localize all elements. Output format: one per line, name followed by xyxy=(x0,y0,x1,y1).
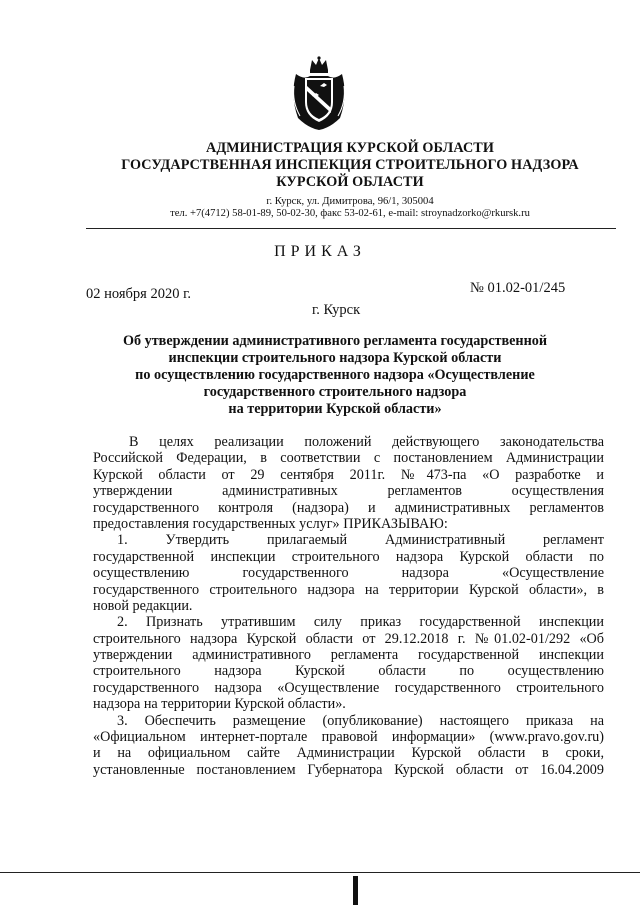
document-city: г. Курск xyxy=(312,302,361,318)
body-line: надзора на территории Курской области». xyxy=(93,696,346,713)
body-line: 3. Обеспечить размещение (опубликование) настоящего приказа на xyxy=(117,712,604,729)
body-line: осуществлению государственного надзора «Осуществление xyxy=(93,565,604,582)
page-edge-mark xyxy=(353,876,358,905)
org-name-line2: ГОСУДАРСТВЕННАЯ ИНСПЕКЦИЯ СТРОИТЕЛЬНОГО НАДЗОРА xyxy=(121,157,579,173)
body-line-with-link[interactable]: «Официальном интернет-портале правовой информации» (www.pravo.gov.ru) xyxy=(93,729,604,746)
title-line: Об утверждении административного регламента государственной xyxy=(122,333,548,349)
document-type: ПРИКАЗ xyxy=(274,243,366,260)
document-body xyxy=(93,434,604,778)
org-name-line1: АДМИНИСТРАЦИЯ КУРСКОЙ ОБЛАСТИ xyxy=(205,140,495,156)
document-number: № 01.02-01/245 xyxy=(470,280,566,296)
body-line: государственного контроля (надзора) и административных регламентов xyxy=(93,499,604,516)
org-contacts: тел. +7(4712) 58-01-89, 50-02-30, факс 53-02-61, e-mail: stroynadzorko@rkursk.ru xyxy=(170,208,530,219)
body-line: государственного надзора «Осуществление государственного строительного xyxy=(93,679,604,696)
coat-of-arms-emblem xyxy=(288,56,350,130)
body-line: новой редакции. xyxy=(93,597,193,614)
org-address: г. Курск, ул. Димитрова, 96/1, 305004 xyxy=(266,196,434,207)
body-line: строительного надзора Курской области от 29.12.2018 г. №01.02-01/292 «Об xyxy=(93,630,604,647)
footer-divider xyxy=(0,872,640,873)
document-date: 02 ноября 2020 г. xyxy=(86,286,192,302)
body-line: предоставления государственных услуг» ПРИКАЗЫВАЮ: xyxy=(93,515,448,532)
org-name-line3: КУРСКОЙ ОБЛАСТИ xyxy=(276,174,424,190)
body-line: и на официальном сайте Администрации Курской области в сроки, xyxy=(93,745,604,762)
body-line: государственного строительного надзора на территории Курской области», в xyxy=(93,581,604,598)
body-line: строительного надзора Курской области по осуществлению xyxy=(93,663,604,680)
title-line: государственного строительного надзора xyxy=(203,384,467,400)
body-line: утверждении административных регламентов осуществления xyxy=(93,483,604,500)
body-line: Курской области от 29 сентября 2011г. №473-па «О разработке и xyxy=(93,466,604,483)
body-line: В целях реализации положений действующего законодательства xyxy=(129,434,604,450)
body-line: 2. Признать утратившим силу приказ государственной инспекции xyxy=(117,614,604,631)
header-divider xyxy=(86,228,616,229)
document-title xyxy=(95,333,575,418)
body-line: утверждении административного регламента государственной инспекции xyxy=(93,647,604,664)
title-line: по осуществлению государственного надзора «Осуществление xyxy=(135,367,535,383)
body-line: установленные постановлением Губернатора Курской области от 16.04.2009 xyxy=(93,761,604,778)
body-line: Российской Федерации, в соответствии с постановлением Администрации xyxy=(93,450,604,467)
body-line: государственной инспекции строительного надзора Курской области по xyxy=(93,548,604,565)
title-line: инспекции строительного надзора Курской области xyxy=(168,350,502,366)
body-line: 1. Утвердить прилагаемый Административный регламент xyxy=(117,532,604,549)
title-line: на территории Курской области» xyxy=(228,401,442,417)
